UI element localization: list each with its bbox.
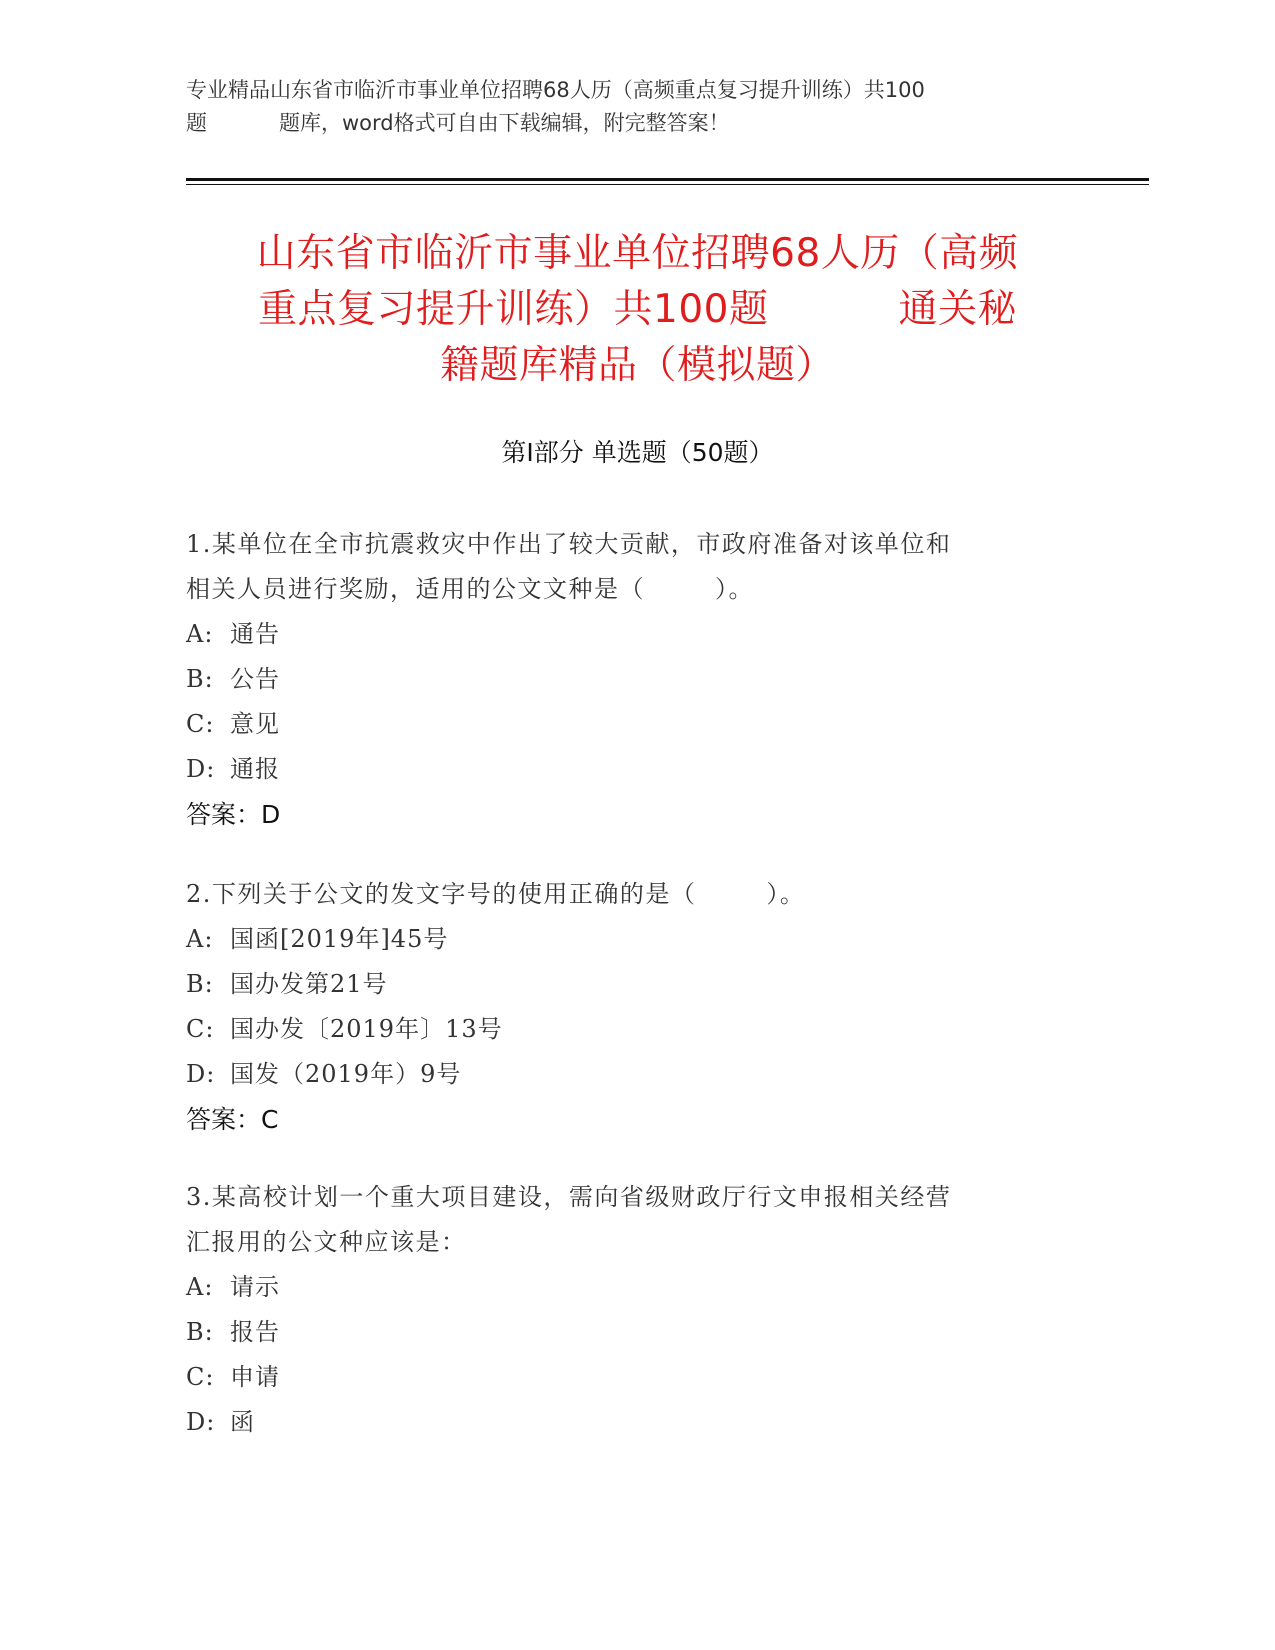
section-title: 第Ⅰ部分 单选题（50题） bbox=[501, 438, 774, 467]
option-key: D: bbox=[186, 1408, 216, 1436]
option-key: B: bbox=[186, 665, 214, 693]
option-text: 国函[2019年]45号 bbox=[230, 925, 449, 953]
question-1-stem-line-1: 1.某单位在全市抗震救灾中作出了较大贡献，市政府准备对该单位和 bbox=[186, 530, 952, 558]
header-note-line-2 bbox=[186, 107, 1066, 140]
option-text: 请示 bbox=[230, 1273, 280, 1301]
option-key: D: bbox=[186, 1060, 216, 1088]
option-text: 报告 bbox=[230, 1318, 280, 1346]
question-1-answer: 答案：D bbox=[186, 800, 281, 829]
header-divider-thin bbox=[186, 184, 1149, 185]
option-key: D: bbox=[186, 755, 216, 783]
question-3-option-d bbox=[186, 1400, 1066, 1445]
document-title bbox=[186, 226, 1089, 394]
option-text: 意见 bbox=[230, 710, 280, 738]
question-2-option-b bbox=[186, 962, 1066, 1007]
option-text: 国办发第21号 bbox=[230, 970, 388, 998]
option-key: A: bbox=[186, 1273, 214, 1301]
header-divider-thick bbox=[186, 178, 1149, 181]
question-3 bbox=[186, 1175, 1066, 1445]
option-key: A: bbox=[186, 620, 214, 648]
title-line-2-end: 通关秘 bbox=[898, 287, 1017, 332]
header-note-line-1: 专业精品山东省市临沂市事业单位招聘68人历（高频重点复习提升训练）共100 bbox=[186, 78, 925, 102]
question-3-stem-line-1: 3.某高校计划一个重大项目建设，需向省级财政厅行文申报相关经营 bbox=[186, 1183, 952, 1211]
title-line-3: 籍题库精品（模拟题） bbox=[439, 343, 835, 388]
question-3-option-c bbox=[186, 1355, 1066, 1400]
title-line-2-start: 重点复习提升训练）共100题 bbox=[258, 287, 769, 332]
question-1-stem-line-2-start: 相关人员进行奖励，适用的公文文种是（ bbox=[186, 575, 645, 603]
title-line-1: 山东省市临沂市事业单位招聘68人历（高频 bbox=[256, 231, 1019, 276]
question-2-answer: 答案：C bbox=[186, 1105, 279, 1134]
title-line-2 bbox=[186, 282, 1089, 338]
header-note-line-2-start: 题 bbox=[186, 111, 207, 135]
question-1-option-d bbox=[186, 747, 1066, 792]
question-1 bbox=[186, 522, 1066, 837]
option-text: 申请 bbox=[230, 1363, 280, 1391]
question-1-stem-line-2 bbox=[186, 567, 1066, 612]
option-key: B: bbox=[186, 970, 214, 998]
question-1-stem-line-2-end: ）。 bbox=[715, 575, 754, 603]
header-note-line-2-end: 题库，word格式可自由下载编辑，附完整答案！ bbox=[279, 111, 730, 135]
header-note bbox=[186, 74, 1066, 140]
question-3-stem-line-2: 汇报用的公文种应该是： bbox=[186, 1228, 467, 1256]
option-key: C: bbox=[186, 1015, 215, 1043]
option-text: 国办发〔2019年〕13号 bbox=[230, 1015, 503, 1043]
option-text: 国发（2019年）9号 bbox=[230, 1060, 462, 1088]
question-3-option-a bbox=[186, 1265, 1066, 1310]
option-text: 公告 bbox=[230, 665, 280, 693]
question-1-option-c bbox=[186, 702, 1066, 747]
option-key: C: bbox=[186, 710, 215, 738]
question-2-stem-line-1-start: 2.下列关于公文的发文字号的使用正确的是（ bbox=[186, 880, 697, 908]
question-2-stem-line-1-end: ）。 bbox=[766, 880, 806, 908]
question-2 bbox=[186, 872, 1066, 1142]
question-1-option-b bbox=[186, 657, 1066, 702]
question-2-option-a bbox=[186, 917, 1066, 962]
question-2-stem-line-1 bbox=[186, 872, 1066, 917]
question-2-option-d bbox=[186, 1052, 1066, 1097]
option-key: A: bbox=[186, 925, 214, 953]
option-text: 通告 bbox=[230, 620, 280, 648]
option-text: 函 bbox=[230, 1408, 255, 1436]
question-2-option-c bbox=[186, 1007, 1066, 1052]
option-text: 通报 bbox=[230, 755, 280, 783]
question-3-option-b bbox=[186, 1310, 1066, 1355]
question-1-option-a bbox=[186, 612, 1066, 657]
option-key: C: bbox=[186, 1363, 215, 1391]
option-key: B: bbox=[186, 1318, 214, 1346]
